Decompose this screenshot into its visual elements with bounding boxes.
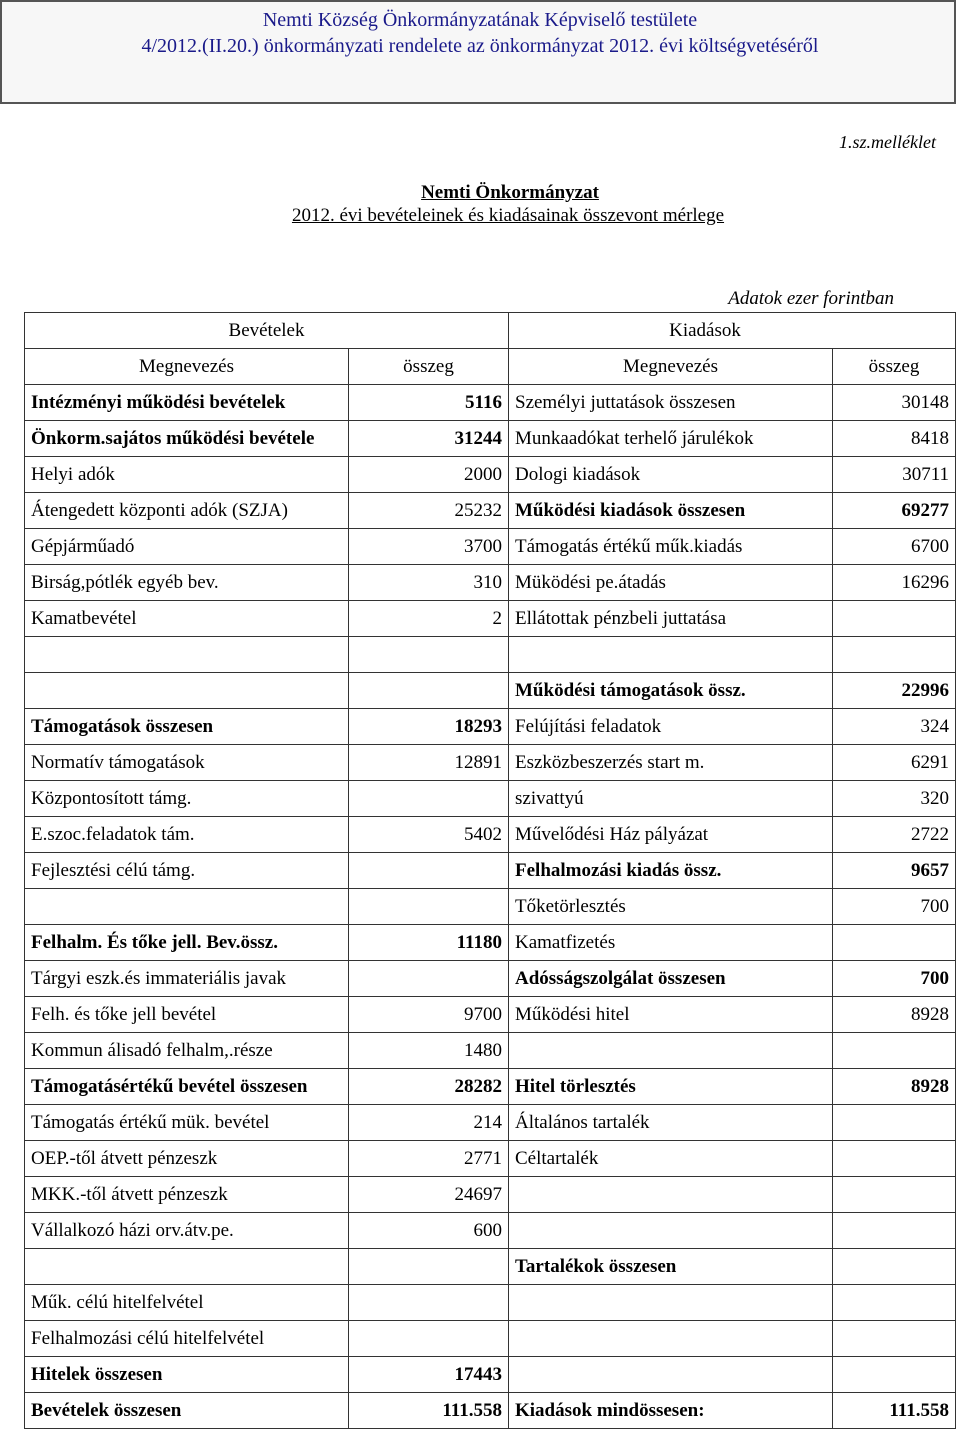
- table-row: [25, 1105, 956, 1141]
- expense-item-name: [509, 1033, 833, 1069]
- expense-item-name: Kamatfizetés: [509, 925, 833, 961]
- table-row: [25, 1141, 956, 1177]
- expense-item-amount: 324: [833, 709, 956, 745]
- income-name-column-header: Megnevezés: [25, 349, 349, 385]
- expense-item-name: Céltartalék: [509, 1141, 833, 1177]
- expense-item-name: Adósságszolgálat összesen: [509, 961, 833, 997]
- table-row: [25, 1357, 956, 1393]
- income-item-amount: 31244: [349, 421, 509, 457]
- income-item-name: [25, 637, 349, 673]
- expense-item-amount: 8418: [833, 421, 956, 457]
- expense-item-amount: 2722: [833, 817, 956, 853]
- expense-item-amount: 16296: [833, 565, 956, 601]
- income-item-name: Normatív támogatások: [25, 745, 349, 781]
- units-note: Adatok ezer forintban: [728, 288, 894, 309]
- income-item-amount: [349, 889, 509, 925]
- table-row: [25, 637, 956, 673]
- table-row: [25, 1033, 956, 1069]
- income-item-name: Felh. és tőke jell bevétel: [25, 997, 349, 1033]
- expense-item-amount: 22996: [833, 673, 956, 709]
- document-subtitle-2: 2012. évi bevételeinek és kiadásainak összevont mérlege: [291, 205, 725, 226]
- expense-item-name: [509, 637, 833, 673]
- expense-item-amount: [833, 1249, 956, 1285]
- income-item-amount: 111.558: [349, 1393, 509, 1429]
- income-item-name: Gépjárműadó: [25, 529, 349, 565]
- expense-item-name: Személyi juttatások összesen: [509, 385, 833, 421]
- expense-amount-column-header: összeg: [833, 349, 956, 385]
- income-item-amount: 12891: [349, 745, 509, 781]
- expense-item-amount: 6291: [833, 745, 956, 781]
- expense-item-amount: [833, 1213, 956, 1249]
- income-item-name: Kamatbevétel: [25, 601, 349, 637]
- document-subtitle-1: Nemti Önkormányzat: [421, 182, 599, 203]
- income-item-name: Fejlesztési célú támg.: [25, 853, 349, 889]
- table-row: [25, 565, 956, 601]
- table-row: [25, 673, 956, 709]
- expense-item-amount: [833, 1357, 956, 1393]
- expense-item-amount: 30711: [833, 457, 956, 493]
- expense-item-amount: 700: [833, 889, 956, 925]
- expense-item-amount: [833, 1177, 956, 1213]
- income-item-name: Tárgyi eszk.és immateriális javak: [25, 961, 349, 997]
- income-item-name: MKK.-től átvett pénzeszk: [25, 1177, 349, 1213]
- income-item-amount: [349, 961, 509, 997]
- income-item-name: [25, 1249, 349, 1285]
- income-item-amount: [349, 1321, 509, 1357]
- income-item-name: Támogatás értékű mük. bevétel: [25, 1105, 349, 1141]
- income-item-name: [25, 889, 349, 925]
- income-item-amount: 9700: [349, 997, 509, 1033]
- expense-item-amount: 9657: [833, 853, 956, 889]
- income-item-amount: [349, 1285, 509, 1321]
- expense-item-amount: 111.558: [833, 1393, 956, 1429]
- income-item-name: Önkorm.sajátos működési bevétele: [25, 421, 349, 457]
- expense-item-name: szivattyú: [509, 781, 833, 817]
- income-item-amount: [349, 637, 509, 673]
- income-item-name: Bevételek összesen: [25, 1393, 349, 1429]
- income-item-amount: 28282: [349, 1069, 509, 1105]
- income-item-name: Vállalkozó házi orv.átv.pe.: [25, 1213, 349, 1249]
- expense-item-name: Működési hitel: [509, 997, 833, 1033]
- table-row: [25, 997, 956, 1033]
- expense-name-column-header: Megnevezés: [509, 349, 833, 385]
- expense-item-name: Tőketörlesztés: [509, 889, 833, 925]
- expense-item-name: Tartalékok összesen: [509, 1249, 833, 1285]
- expense-item-amount: [833, 1321, 956, 1357]
- table-row: [25, 709, 956, 745]
- income-item-name: Intézményi működési bevételek: [25, 385, 349, 421]
- table-row: [25, 1249, 956, 1285]
- table-row: [25, 889, 956, 925]
- expense-item-name: Működési kiadások összesen: [509, 493, 833, 529]
- decree-title-line-1: Nemti Község Önkormányzatának Képviselő testülete: [262, 9, 698, 31]
- income-item-amount: 18293: [349, 709, 509, 745]
- table-column-header-row: [25, 349, 956, 385]
- expense-item-amount: [833, 1285, 956, 1321]
- income-item-name: Felhalm. És tőke jell. Bev.össz.: [25, 925, 349, 961]
- income-item-amount: 5116: [349, 385, 509, 421]
- balance-table: [24, 312, 956, 1429]
- table-row: [25, 421, 956, 457]
- table-row: [25, 1285, 956, 1321]
- income-item-amount: 17443: [349, 1357, 509, 1393]
- table-row: [25, 457, 956, 493]
- expense-item-name: [509, 1177, 833, 1213]
- income-item-amount: 2771: [349, 1141, 509, 1177]
- expense-item-amount: [833, 637, 956, 673]
- expense-item-name: Munkaadókat terhelő járulékok: [509, 421, 833, 457]
- expense-item-amount: 6700: [833, 529, 956, 565]
- expense-section-header: Kiadások: [509, 313, 956, 349]
- table-row: [25, 1069, 956, 1105]
- income-item-name: [25, 673, 349, 709]
- table-row: [25, 925, 956, 961]
- income-item-name: Felhalmozási célú hitelfelvétel: [25, 1321, 349, 1357]
- expense-item-name: Eszközbeszerzés start m.: [509, 745, 833, 781]
- expense-item-name: Művelődési Ház pályázat: [509, 817, 833, 853]
- income-item-amount: 2: [349, 601, 509, 637]
- income-item-amount: 1480: [349, 1033, 509, 1069]
- expense-item-name: [509, 1321, 833, 1357]
- expense-item-name: [509, 1213, 833, 1249]
- table-row: [25, 961, 956, 997]
- income-item-name: Kommun álisadó felhalm,.része: [25, 1033, 349, 1069]
- expense-item-amount: 700: [833, 961, 956, 997]
- expense-item-amount: [833, 1141, 956, 1177]
- expense-item-name: Kiadások mindössesen:: [509, 1393, 833, 1429]
- expense-item-name: Működési támogatások össz.: [509, 673, 833, 709]
- table-row: [25, 1393, 956, 1429]
- expense-item-name: [509, 1357, 833, 1393]
- income-item-name: Központosított támg.: [25, 781, 349, 817]
- table-section-header-row: [25, 313, 956, 349]
- income-item-name: Támogatásértékű bevétel összesen: [25, 1069, 349, 1105]
- expense-item-amount: 69277: [833, 493, 956, 529]
- decree-title-line-2: 4/2012.(II.20.) önkormányzati rendelete az önkormányzat 2012. évi költségvetéséről: [141, 35, 819, 57]
- expense-item-name: Általános tartalék: [509, 1105, 833, 1141]
- expense-item-name: Hitel törlesztés: [509, 1069, 833, 1105]
- table-row: [25, 529, 956, 565]
- expense-item-amount: 8928: [833, 997, 956, 1033]
- income-item-amount: 11180: [349, 925, 509, 961]
- table-row: [25, 385, 956, 421]
- income-item-amount: 25232: [349, 493, 509, 529]
- income-item-amount: [349, 673, 509, 709]
- table-row: [25, 1213, 956, 1249]
- income-item-name: OEP.-től átvett pénzeszk: [25, 1141, 349, 1177]
- table-row: [25, 1177, 956, 1213]
- expense-item-name: Felújítási feladatok: [509, 709, 833, 745]
- expense-item-name: Müködési pe.átadás: [509, 565, 833, 601]
- income-item-amount: [349, 1249, 509, 1285]
- income-item-name: E.szoc.feladatok tám.: [25, 817, 349, 853]
- income-item-amount: [349, 853, 509, 889]
- expense-item-name: [509, 1285, 833, 1321]
- income-item-amount: 214: [349, 1105, 509, 1141]
- expense-item-amount: [833, 1105, 956, 1141]
- table-row: [25, 817, 956, 853]
- annex-label: 1.sz.melléklet: [839, 132, 936, 152]
- income-item-name: Támogatások összesen: [25, 709, 349, 745]
- expense-item-name: Támogatás értékű műk.kiadás: [509, 529, 833, 565]
- expense-item-amount: [833, 925, 956, 961]
- income-item-amount: 5402: [349, 817, 509, 853]
- income-item-name: Birság,pótlék egyéb bev.: [25, 565, 349, 601]
- income-amount-column-header: összeg: [349, 349, 509, 385]
- income-item-amount: 310: [349, 565, 509, 601]
- income-item-amount: 2000: [349, 457, 509, 493]
- table-row: [25, 853, 956, 889]
- expense-item-name: Ellátottak pénzbeli juttatása: [509, 601, 833, 637]
- table-row: [25, 1321, 956, 1357]
- income-item-name: Átengedett központi adók (SZJA): [25, 493, 349, 529]
- expense-item-amount: 8928: [833, 1069, 956, 1105]
- table-row: [25, 493, 956, 529]
- expense-item-amount: 320: [833, 781, 956, 817]
- income-item-name: Helyi adók: [25, 457, 349, 493]
- income-item-name: Hitelek összesen: [25, 1357, 349, 1393]
- income-item-amount: 600: [349, 1213, 509, 1249]
- expense-item-amount: 30148: [833, 385, 956, 421]
- table-row: [25, 745, 956, 781]
- income-item-name: Műk. célú hitelfelvétel: [25, 1285, 349, 1321]
- income-item-amount: [349, 781, 509, 817]
- income-item-amount: 3700: [349, 529, 509, 565]
- expense-item-amount: [833, 1033, 956, 1069]
- table-row: [25, 781, 956, 817]
- income-section-header: Bevételek: [25, 313, 509, 349]
- expense-item-name: Dologi kiadások: [509, 457, 833, 493]
- expense-item-name: Felhalmozási kiadás össz.: [509, 853, 833, 889]
- income-item-amount: 24697: [349, 1177, 509, 1213]
- table-row: [25, 601, 956, 637]
- expense-item-amount: [833, 601, 956, 637]
